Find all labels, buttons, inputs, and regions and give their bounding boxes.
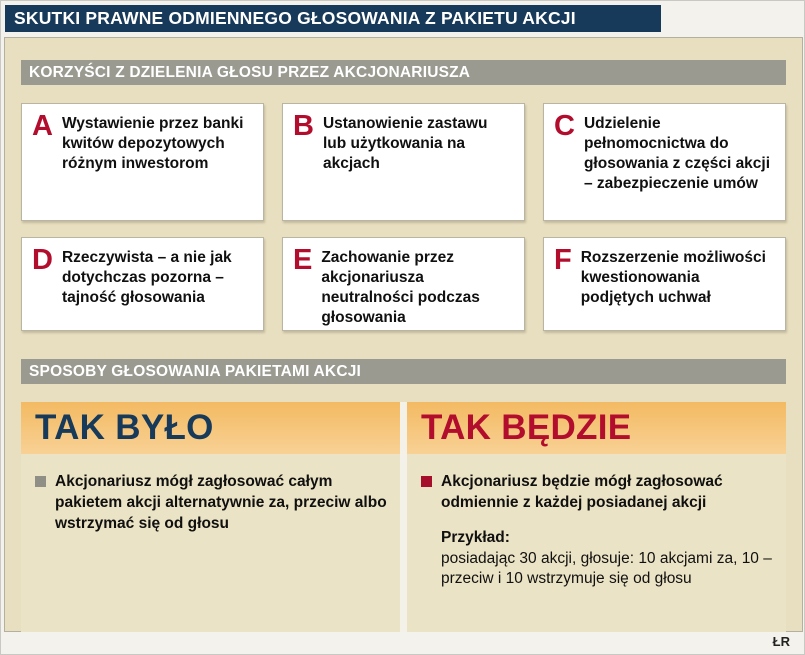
card-letter-f: F [554,244,572,276]
benefits-grid [21,103,786,331]
main-title: SKUTKI PRAWNE ODMIENNEGO GŁOSOWANIA Z PAKIETU AKCJI [14,8,576,28]
tak-bylo-body [21,454,400,632]
card-text-f: Rozszerzenie możliwości kwestionowania podjętych uchwał [580,249,766,307]
tak-bylo-title: TAK BYŁO [35,408,214,447]
benefit-card-c [543,103,786,221]
tak-bedzie-body [407,454,786,632]
card-letter-c: C [554,110,575,142]
tak-bedzie-text: Akcjonariusz będzie mógł zagłosować odmiennie z każdej posiadanej akcji [441,473,723,511]
main-title-bar [5,5,661,32]
comparison-table [21,402,786,632]
card-text-e: Zachowanie przez akcjonariusza neutralności podczas głosowania [321,249,480,327]
tak-bylo-text: Akcjonariusz mógł zagłosować całym pakietem akcji alternatywnie za, przeciw albo wstrzymać się od głosu [55,473,387,532]
card-letter-a: A [32,110,53,142]
card-text-b: Ustanowienie zastawu lub użytkowania na akcjach [322,115,488,173]
section2-header-label: SPOSOBY GŁOSOWANIA PAKIETAMI AKCJI [29,362,362,380]
tak-bedzie-title: TAK BĘDZIE [421,408,632,447]
card-text-d: Rzeczywista – a nie jak dotychczas pozorna – tajność głosowania [61,249,232,307]
content-panel [4,37,803,632]
card-text-c: Udzielenie pełnomocnictwa do głosowania z części akcji – zabezpieczenie umów [583,115,771,193]
tak-bylo-bullet-row [35,472,388,535]
benefit-card-e [282,237,525,331]
card-letter-e: E [293,244,313,276]
author-initials: ŁR [772,634,790,649]
benefit-card-a [21,103,264,221]
benefit-card-d [21,237,264,331]
section1-header-label: KORZYŚCI Z DZIELENIA GŁOSU PRZEZ AKCJONARIUSZA [29,63,471,81]
red-square-bullet [421,476,432,487]
card-letter-b: B [293,110,314,142]
card-letter-d: D [32,244,53,276]
benefit-card-b [282,103,525,221]
gray-square-bullet [35,476,46,487]
example-text: posiadając 30 akcji, głosuje: 10 akcjami za, 10 – przeciw i 10 wstrzymuje się od głosu [441,549,772,588]
tak-bedzie-header [407,402,786,454]
tak-bedzie-bullet-row [421,472,774,514]
tak-bylo-header [21,402,400,454]
section2-header [21,359,786,384]
section1-header [21,60,786,85]
benefit-card-f [543,237,786,331]
card-text-a: Wystawienie przez banki kwitów depozytowych różnym inwestorom [61,115,244,173]
example-block [441,528,774,590]
example-label: Przykład: [441,528,510,546]
